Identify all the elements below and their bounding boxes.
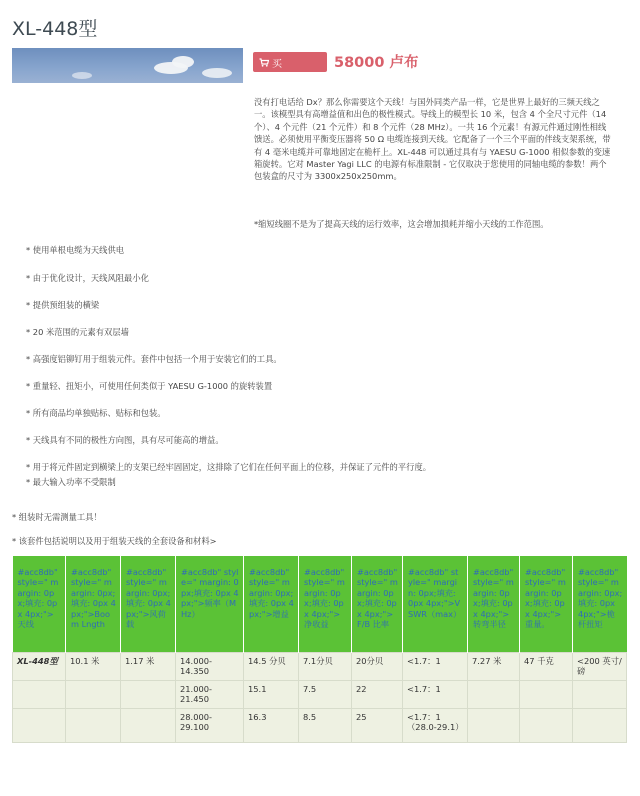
spec-header-row [13, 556, 627, 652]
cell-empty [121, 708, 176, 742]
feature-item: * 重量轻、扭矩小，可使用任何类似于 YAESU G-1000 的旋转装置 [26, 381, 273, 391]
feature-item: * 20 米范围的元素有双层墙 [26, 327, 129, 337]
feature-item: * 提供预组装的横梁 [26, 300, 100, 310]
feature-item: * 所有商品均单独贴标、贴标和包装。 [26, 408, 166, 418]
col-header-frequency: #acc8db" style=" margin: 0px;填充: 0px 4px;">频率（MHz） [176, 556, 244, 652]
col-header-vswr: #acc8db" style=" margin: 0px;填充: 0px 4px;">VSWR（max） [403, 556, 468, 652]
cell-weight: 47 千克 [520, 652, 573, 680]
feature-item: * 用于将元件固定到横梁上的支架已经牢固固定，这排除了它们在任何平面上的位移，并保证了元件的平行度。 [26, 462, 432, 472]
kit-note: * 该套件包括说明以及用于组装天线的全套设备和材料> [12, 536, 217, 546]
cell-empty [121, 680, 176, 708]
cart-icon [259, 58, 269, 66]
cell-gain: 16.3 [244, 708, 299, 742]
cell-empty [13, 708, 66, 742]
cell-model: XL-448型 [13, 652, 66, 680]
col-header-fb-ratio: #acc8db" style=" margin: 0px;填充: 0px 4px;">F/B 比率 [352, 556, 403, 652]
cell-vswr: <1.7：1 [403, 680, 468, 708]
col-header-boom-length: #acc8db" style=" margin: 0px;填充: 0px 4px;">Boom Lngth [66, 556, 121, 652]
price: 58000 卢布 [334, 55, 419, 71]
cell-gain: 14.5 分贝 [244, 652, 299, 680]
cell-boom-length: 10.1 米 [66, 652, 121, 680]
cell-net-gain: 7.5 [299, 680, 352, 708]
cell-empty [13, 680, 66, 708]
col-header-turn-radius: #acc8db" style=" margin: 0px;填充: 0px 4px;">转弯半径 [468, 556, 520, 652]
buy-button[interactable] [253, 52, 327, 72]
col-header-net-gain: #acc8db" style=" margin: 0px;填充: 0px 4px;">净收益 [299, 556, 352, 652]
feature-item: * 使用单根电缆为天线供电 [26, 245, 125, 255]
cell-vswr: <1.7：1（28.0-29.1） [403, 708, 468, 742]
cell-empty [66, 708, 121, 742]
cell-net-gain: 8.5 [299, 708, 352, 742]
cell-empty [573, 680, 627, 708]
cell-empty [468, 680, 520, 708]
col-header-gain: #acc8db" style=" margin: 0px;填充: 0px 4px;">增益 [244, 556, 299, 652]
product-image [12, 48, 243, 83]
cell-empty [520, 680, 573, 708]
feature-item: * 天线具有不同的极性方向图，具有尽可能高的增益。 [26, 435, 224, 445]
col-header-weight: #acc8db" style=" margin: 0px;填充: 0px 4px;">重量。 [520, 556, 573, 652]
table-row [13, 708, 627, 742]
cell-empty [520, 708, 573, 742]
col-header-antenna: #acc8db" style=" margin: 0px;填充: 0px 4px;">天线 [13, 556, 66, 652]
cell-empty [468, 708, 520, 742]
description-note: *缩短线圈不是为了提高天线的运行效率，这会增加损耗并缩小天线的工作范围。 [254, 219, 549, 229]
cell-fb-ratio: 25 [352, 708, 403, 742]
cell-frequency: 14.000-14.350 [176, 652, 244, 680]
description-text: 没有打电话给 Dx？那么你需要这个天线！与国外同类产品一样，它是世界上最好的三频天线之一。该模型具有高增益值和出色的极性模式。导线上的模型长 10 米，包含 4 个全尺寸元件（14 个）、4 个元件（21 个元件）和 8 个元件（28 MHz）。一共 16 个元素！有源元件通过刚性相线馈送。必须使用平衡变压器将 50 Ω 电缆连接到天线。它配备了一个三个平面的伴线支架系统，带有 4 毫米电缆并可靠地固定在桅杆上。XL-448 可以通过具有与 YAESU G-1000 相似参数的变速箱旋转。它对 Master Yagi LLC 的电源有标准限制 - 它仅取决于您使用的同轴电缆的参数！两个包装盒的尺寸为 3300x250x250mm。 [254, 97, 611, 182]
feature-item: * 由于优化设计，天线风阻最小化 [26, 273, 149, 283]
table-row [13, 652, 627, 680]
cell-fb-ratio: 20分贝 [352, 652, 403, 680]
cell-frequency: 21.000-21.450 [176, 680, 244, 708]
cell-empty [66, 680, 121, 708]
cell-turn-radius: 7.27 米 [468, 652, 520, 680]
spec-table [12, 556, 627, 743]
feature-item: * 高强度铝铆钉用于组装元件。套件中包括一个用于安装它们的工具。 [26, 354, 282, 364]
cell-wind-load: 1.17 米 [121, 652, 176, 680]
assembly-note: * 组装时无需测量工具！ [12, 512, 102, 522]
cell-mast-torque: <200 英寸/磅 [573, 652, 627, 680]
buy-button-label: 买 [272, 58, 282, 70]
cell-frequency: 28.000-29.100 [176, 708, 244, 742]
cell-fb-ratio: 22 [352, 680, 403, 708]
cell-gain: 15.1 [244, 680, 299, 708]
cell-vswr: <1.7：1 [403, 652, 468, 680]
col-header-wind-load: #acc8db" style=" margin: 0px;填充: 0px 4px;">风荷载 [121, 556, 176, 652]
cell-net-gain: 7.1分贝 [299, 652, 352, 680]
feature-item: * 最大输入功率不受限制 [26, 477, 116, 487]
col-header-mast-torque: #acc8db" style=" margin: 0px;填充: 0px 4px;">桅杆扭矩 [573, 556, 627, 652]
table-row [13, 680, 627, 708]
page-title: XL-448型 [12, 18, 98, 40]
cell-empty [573, 708, 627, 742]
